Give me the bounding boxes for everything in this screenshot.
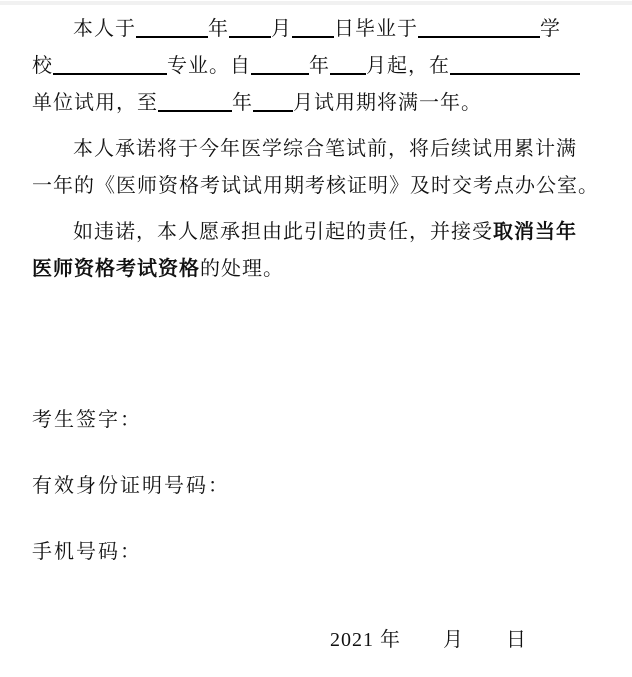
id-number-label: 有效身份证明号码： [32,475,230,497]
text-run: 日毕业于 [334,18,418,40]
text-run: 一年的《医师资格考试试用期考核证明》及时交考点办公室。 [32,175,599,197]
text-run: 如违诺，本人愿承担由此引起的责任，并接受 [73,221,493,243]
text-run: 本人于 [73,18,136,40]
school-name-field [418,20,540,38]
signature-block [32,409,606,563]
text-run: 校 [32,55,53,77]
text-line [32,214,606,251]
text-run: 月 [271,18,292,40]
bold-text-run: 取消当年 [493,221,577,243]
graduation-year-field [136,20,208,38]
trial-end-month-field [253,94,293,112]
text-line [32,131,606,168]
text-run: 学 [540,18,561,40]
text-run: 年 [208,18,229,40]
graduation-day-field [292,20,334,38]
text-run: 专业。自 [167,55,251,77]
text-line [32,168,606,205]
trial-end-year-field [158,94,232,112]
text-run: 年 [232,92,253,114]
bold-text-run: 医师资格考试资格 [32,258,200,280]
paragraph-graduation-info [32,11,606,122]
paragraphs-container [32,11,606,288]
text-run: 的处理。 [200,258,284,280]
major-field [53,57,167,75]
graduation-month-field [229,20,271,38]
trial-start-month-field [330,57,366,75]
paragraph-commitment [32,131,606,205]
text-line [32,11,606,48]
date-line: 2021 年 月 日 [330,629,527,651]
paragraph-violation-consequence [32,214,606,288]
text-line [32,48,606,85]
text-run: 单位试用，至 [32,92,158,114]
text-line [32,251,606,288]
text-line [32,85,606,122]
text-run: 年 [309,55,330,77]
trial-unit-field [450,57,580,75]
candidate-signature-label: 考生签字： [32,409,142,431]
text-run: 本人承诺将于今年医学综合笔试前，将后续试用累计满 [73,138,577,160]
text-run: 月起，在 [366,55,450,77]
phone-number-label: 手机号码： [32,541,142,563]
trial-start-year-field [251,57,309,75]
text-run: 月试用期将满一年。 [293,92,482,114]
document-body [0,5,632,651]
